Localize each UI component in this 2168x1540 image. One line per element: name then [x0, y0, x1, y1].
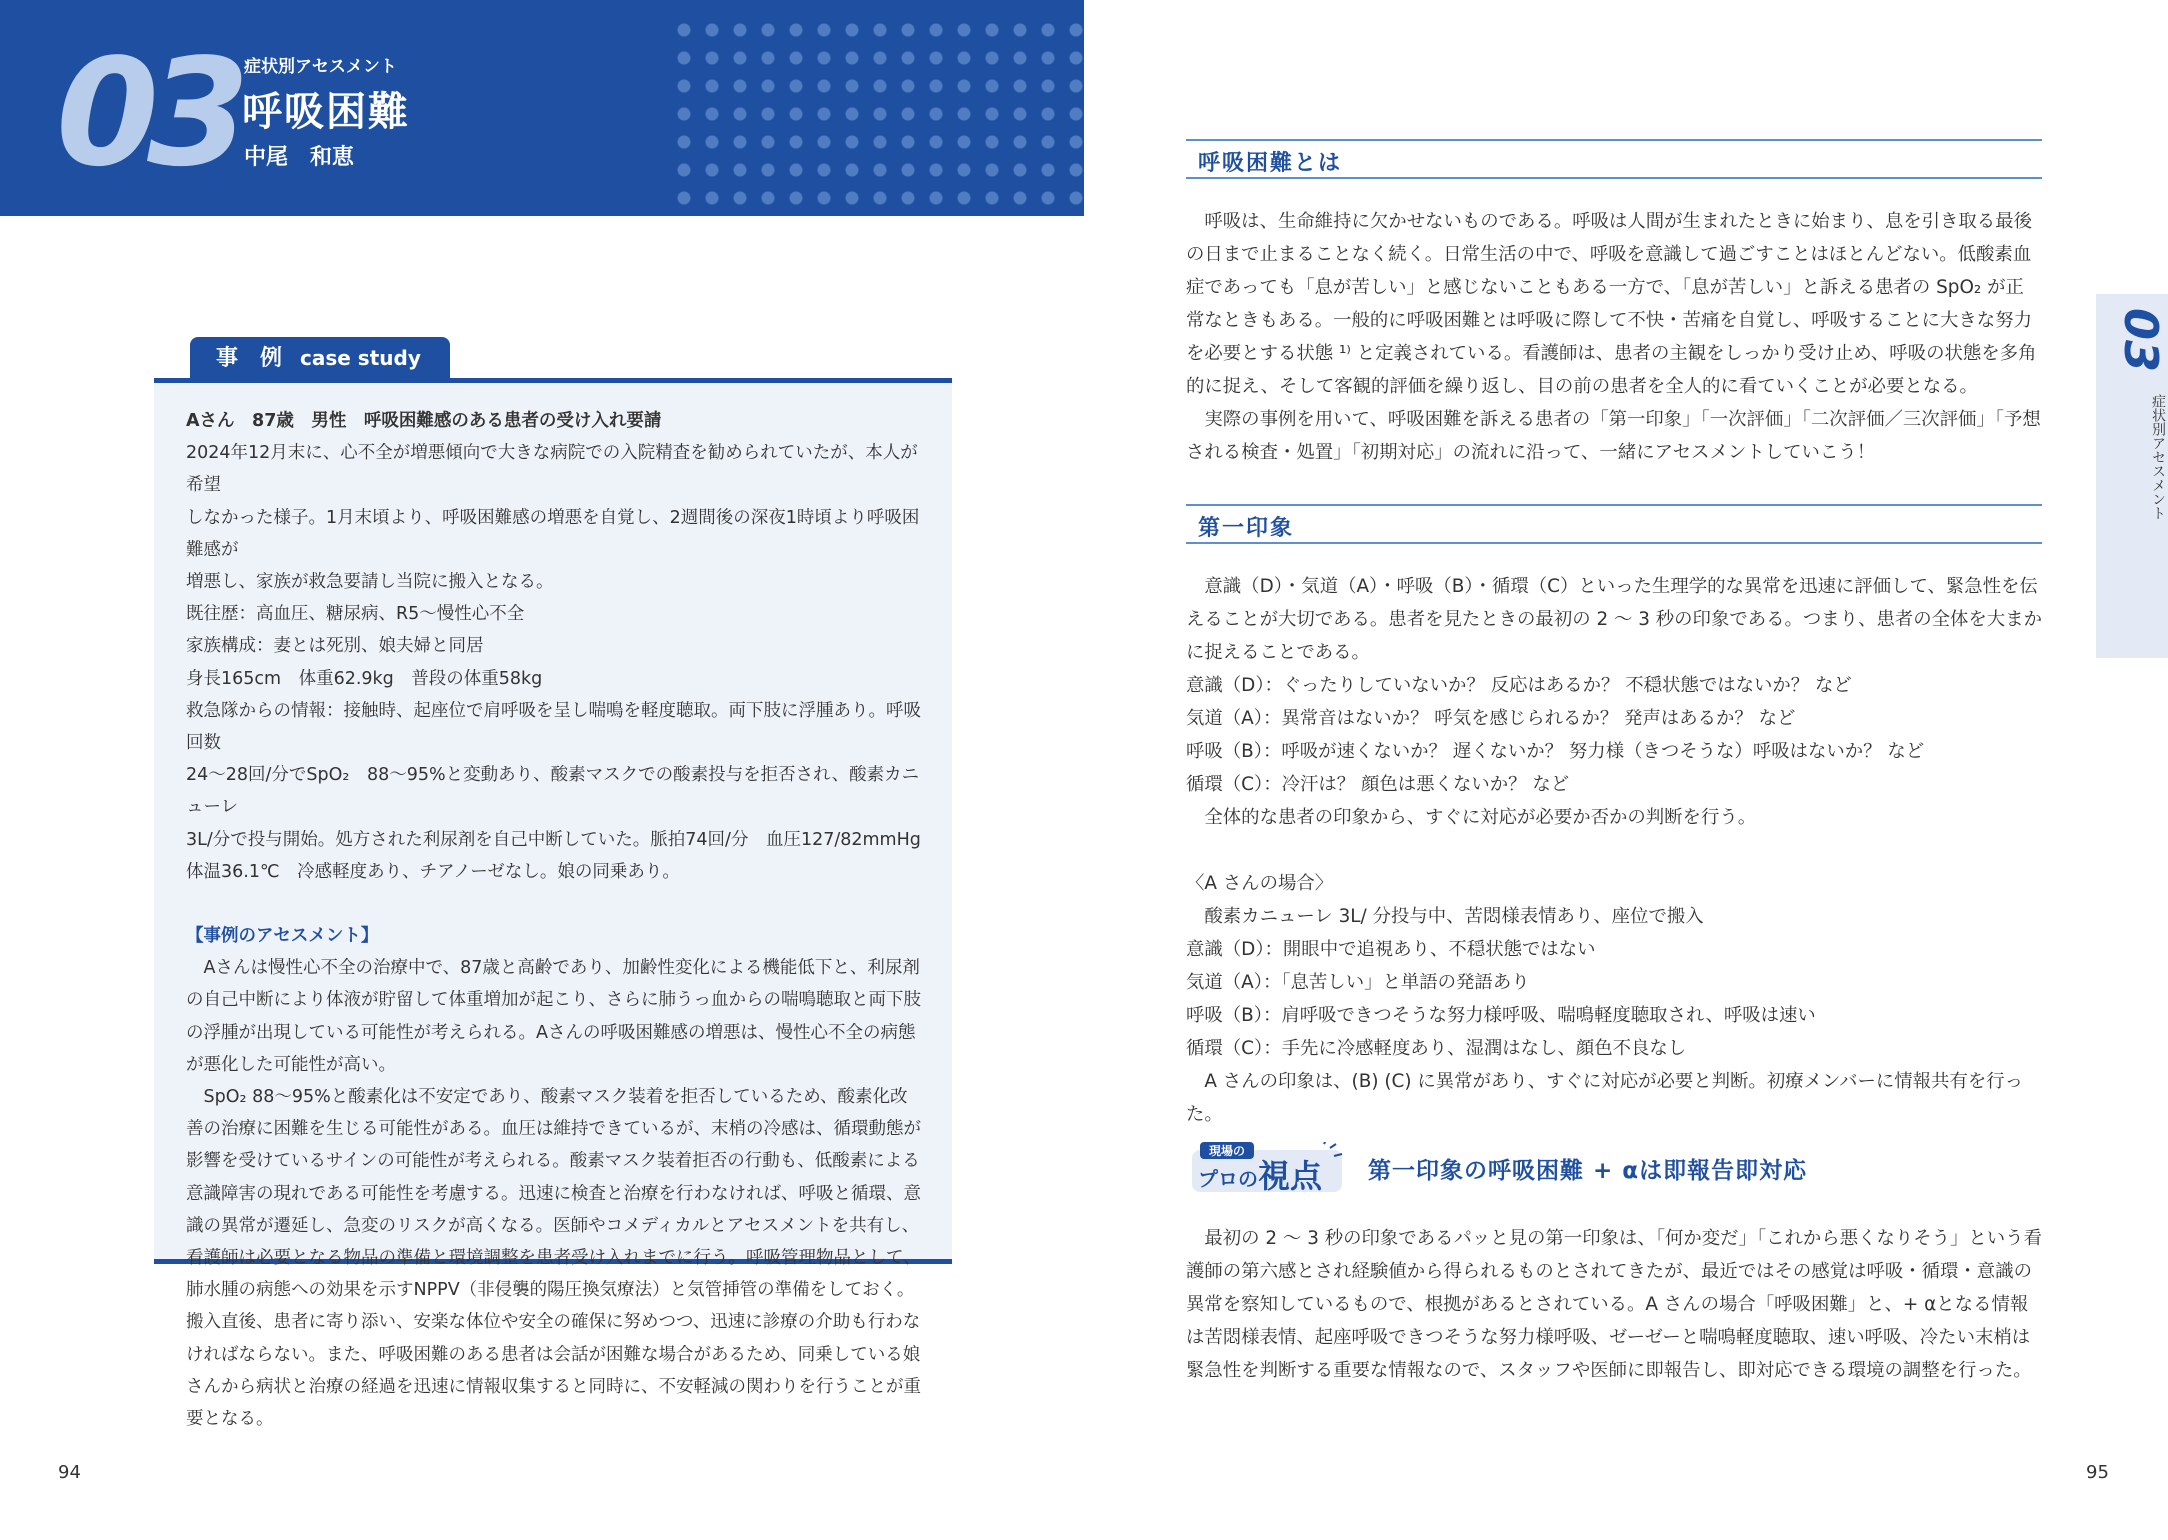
assessment-paragraph: SpO₂ 88〜95%と酸素化は不安定であり、酸素マスク装着を拒否しているため、酸素化改善の治療に困難を生じる可能性がある。血圧は維持できているが、末梢の冷感は、循環動態が影響を受けているサインの可能性が考えられる。酸素マスク装着拒否の行動も、低酸素による意識障害の現れである可能性を考慮する。迅速に検査と治療を行わなければ、呼吸と循環、意識の異常が遷延し、急変のリスクが高くなる。医師やコメディカルとアセスメントを共有し、看護師は必要となる物品の準備と環境調整を患者受け入れまでに行う。呼吸管理物品として、肺水腫の病態への効果を示すNPPV（非侵襲的陽圧換気療法）と気管挿管の準備をしておく。搬入直後、患者に寄り添い、安楽な体位や安全の確保に努めつつ、迅速に診療の介助も行わなければならない。また、呼吸困難のある患者は会話が困難な場合があるため、同乗している娘さんから病状と治療の経過を迅速に情報収集すると同時に、不安軽減の関わりを行うことが重要となる。	[186, 1087, 921, 1430]
page-number-right: 95	[2086, 1462, 2109, 1483]
badge-pro-text: プロの	[1198, 1167, 1258, 1191]
pro-viewpoint-body	[1186, 1222, 2042, 1387]
paragraph: 意識（D）・気道（A）・呼吸（B）・循環（C）といった生理学的な異常を迅速に評価して、緊急性を伝えることが大切である。患者を見たときの最初の 2 〜 3 秒の印象である。つまり、患者の全体を大まかに捉えることである。	[1186, 576, 2042, 663]
paragraph: 呼吸は、生命維持に欠かせないものである。呼吸は人間が生まれたときに始まり、息を引き取る最後の日まで止まることなく続く。日常生活の中で、呼吸を意識して過ごすことはほとんどない。低酸素血症であっても「息が苦しい」と感じないこともある一方で、「息が苦しい」と訴える患者の SpO₂ が正常なときもある。一般的に呼吸困難とは呼吸に際して不快・苦痛を自覚し、呼吸することに大きな努力を必要とする状態 ¹⁾ と定義されている。看護師は、患者の主観をしっかり受け止め、呼吸の状態を多角的に捉え、そして客観的評価を繰り返し、目の前の患者を全人的に看ていくことが必要となる。	[1186, 211, 2037, 397]
case-line: 身長165cm 体重62.9kg 普段の体重58kg	[186, 668, 543, 689]
section-body	[1186, 570, 2042, 1131]
side-index-tab	[2096, 294, 2168, 658]
case-study-tab	[190, 337, 450, 379]
check-item: 呼吸（B）：呼吸が速くないか？ 遅くないか？ 努力様（きつそうな）呼吸はないか？ など	[1186, 741, 1925, 762]
assessment-paragraph: Aさんは慢性心不全の治療中で、87歳と高齢であり、加齢性変化による機能低下と、利尿剤の自己中断により体液が貯留して体重増加が起こり、さらに肺うっ血からの喘鳴聴取と両下肢の浮腫が出現している可能性が考えられる。Aさんの呼吸困難感の増悪は、慢性心不全の病態が悪化した可能性が高い。	[186, 958, 921, 1075]
badge-small-text: 現場の	[1208, 1144, 1246, 1158]
pro-viewpoint-badge	[1190, 1142, 1344, 1194]
chapter-label: 症状別アセスメント	[244, 57, 397, 77]
dot-pattern	[670, 16, 1084, 212]
badge-big-text: 視点	[1258, 1157, 1323, 1194]
case-study-body	[186, 405, 922, 1435]
check-item: 気道（A）：「息苦しい」と単語の発語あり	[1186, 972, 1530, 993]
case-line: 2024年12月末に、心不全が増悪傾向で大きな病院での入院精査を勧められていたが、本人が希望	[186, 443, 918, 496]
check-item: 循環（C）：手先に冷感軽度あり、湿潤はなし、顔色不良なし	[1186, 1038, 1687, 1059]
chapter-number: 03	[56, 27, 238, 199]
check-item: 循環（C）：冷汗は？ 顔色は悪くないか？ など	[1186, 774, 1570, 795]
side-tab-number: 03	[2114, 308, 2168, 373]
paragraph: 実際の事例を用いて、呼吸困難を訴える患者の「第一印象」「一次評価」「二次評価／三次評価」「予想される検査・処置」「初期対応」の流れに沿って、一緒にアセスメントしていこう！	[1186, 409, 2041, 463]
chapter-author: 中尾 和恵	[244, 145, 355, 170]
chapter-title: 呼吸困難	[242, 89, 410, 135]
case-line: 既往歴：高血圧、糖尿病、R5〜慢性心不全	[186, 604, 525, 625]
side-tab-label: 症状別アセスメント	[2150, 394, 2166, 520]
case-line: 増悪し、家族が救急要請し当院に搬入となる。	[186, 572, 554, 593]
paragraph: 酸素カニューレ 3L/ 分投与中、苦悶様表情あり、座位で搬入	[1204, 906, 1704, 927]
page-number-left: 94	[58, 1462, 81, 1483]
case-line: 体温36.1℃ 冷感軽度あり、チアノーゼなし。娘の同乗あり。	[186, 861, 680, 882]
pro-viewpoint-title: 第一印象の呼吸困難 + αは即報告即対応	[1368, 1158, 1808, 1184]
case-line: 救急隊からの情報：接触時、起座位で肩呼吸を呈し喘鳴を軽度聴取。両下肢に浮腫あり。呼吸回数	[186, 700, 921, 754]
assessment-heading: 【事例のアセスメント】	[186, 926, 379, 947]
case-line: 3L/分で投与開始。処方された利尿剤を自己中断していた。脈拍74回/分 血圧127/82mmHg	[186, 829, 921, 850]
section-body	[1186, 205, 2042, 469]
section-title: 呼吸困難とは	[1198, 151, 1343, 176]
check-item: 意識（D）：開眼中で追視あり、不穏状態ではない	[1186, 939, 1596, 960]
paragraph: 全体的な患者の印象から、すぐに対応が必要か否かの判断を行う。	[1204, 807, 1757, 828]
check-item: 気道（A）：異常音はないか？ 呼気を感じられるか？ 発声はあるか？ など	[1186, 708, 1796, 729]
section-heading	[1186, 139, 2042, 179]
case-study-box	[154, 378, 952, 1430]
check-item: 呼吸（B）：肩呼吸できつそうな努力様呼吸、喘鳴軽度聴取され、呼吸は速い	[1186, 1005, 1816, 1026]
paragraph: 最初の 2 〜 3 秒の印象であるパッと見の第一印象は、「何か変だ」「これから悪くなりそう」という看護師の第六感とされ経験値から得られるものとされてきたが、最近ではその感覚は呼吸・循環・意識の異常を察知しているもので、根拠があるとされている。A さんの場合「呼吸困難」と、+ αとなる情報は苦悶様表情、起座呼吸できつそうな努力様呼吸、ゼーゼーと喘鳴軽度聴取、速い呼吸、冷たい末梢は緊急性を判断する重要な情報なので、スタッフや医師に即報告し、即対応できる環境の調整を行った。	[1186, 1228, 2042, 1381]
case-line: しなかった様子。1月末頃より、呼吸困難感の増悪を自覚し、2週間後の深夜1時頃より呼吸困難感が	[186, 507, 920, 560]
case-heading: Aさん 87歳 男性 呼吸困難感のある患者の受け入れ要請	[186, 411, 662, 431]
section-heading	[1186, 504, 2042, 544]
check-item: 意識（D）：ぐったりしていないか？ 反応はあるか？ 不穏状態ではないか？ など	[1186, 675, 1852, 696]
section-title: 第一印象	[1198, 516, 1295, 541]
paragraph: A さんの印象は、(B) (C) に異常があり、すぐに対応が必要と判断。初療メンバーに情報共有を行った。	[1186, 1071, 2024, 1125]
case-line: 24〜28回/分でSpO₂ 88〜95%と変動あり、酸素マスクでの酸素投与を拒否され、酸素カニューレ	[186, 765, 920, 818]
case-line: 家族構成：妻とは死別、娘夫婦と同居	[186, 636, 484, 657]
case-study-tab-label-en: case study	[300, 346, 421, 370]
case-label: 〈A さんの場合〉	[1186, 873, 1334, 894]
chapter-banner	[0, 0, 1084, 216]
case-study-tab-label: 事 例	[216, 346, 283, 371]
